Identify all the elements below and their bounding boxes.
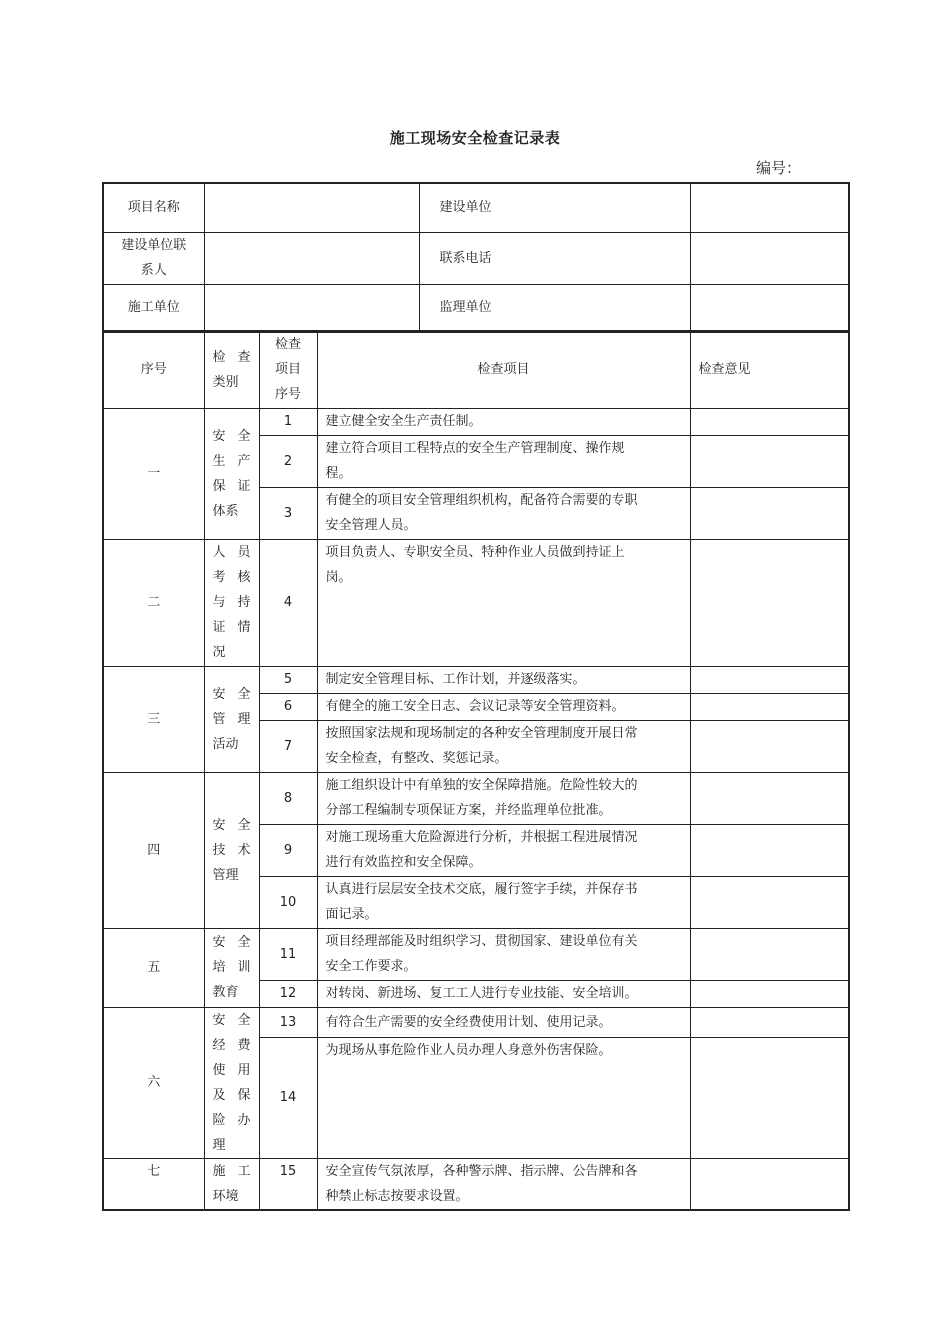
category-line: 生产 (212, 453, 251, 469)
category-line: 与 持 (212, 595, 251, 610)
category-line: 安 全 (212, 1012, 251, 1028)
category-line: 使 用 (212, 1062, 251, 1078)
item-text: 项目负责人、专职安全员、特种作业人员做到持证上 岗。 (317, 539, 690, 666)
opinion-field[interactable] (690, 720, 849, 772)
contractor-label: 施工单位 (103, 284, 204, 332)
category-line: 教育 (212, 985, 239, 1000)
opinion-field[interactable] (690, 539, 849, 666)
header-item-no: 检查 项目 序号 (259, 331, 317, 408)
group-category (204, 928, 259, 1007)
category-line: 施 工 (212, 1163, 251, 1179)
phone-field[interactable] (690, 232, 849, 284)
item-text: 有健全的项目安全管理组织机构，配备符合需要的专职 安全管理人员。 (317, 487, 690, 539)
opinion-field[interactable] (690, 408, 849, 435)
opinion-field[interactable] (690, 666, 849, 693)
group-category (204, 666, 259, 772)
phone-label: 联系电话 (419, 232, 690, 284)
group-seq: 四 (103, 772, 204, 928)
item-text: 制定安全管理目标、工作计划，并逐级落实。 (317, 666, 690, 693)
item-number: 3 (259, 487, 317, 539)
opinion-field[interactable] (690, 1037, 849, 1158)
table-row (103, 772, 849, 824)
header-seq: 序号 (103, 331, 204, 408)
opinion-field[interactable] (690, 876, 849, 928)
opinion-field[interactable] (690, 487, 849, 539)
check-items-table (102, 330, 850, 1211)
table-row (103, 1007, 849, 1037)
opinion-field[interactable] (690, 980, 849, 1007)
group-seq: 七 (103, 1158, 204, 1210)
category-line: 体系 (212, 503, 239, 519)
item-number: 5 (259, 666, 317, 693)
opinion-field[interactable] (690, 928, 849, 980)
item-number: 4 (259, 539, 317, 666)
header-category-line: 类别 (212, 374, 239, 390)
category-line: 况 (212, 645, 226, 660)
project-name-field[interactable] (204, 183, 419, 232)
builder-contact-field[interactable] (204, 232, 419, 284)
opinion-field[interactable] (690, 772, 849, 824)
category-line: 管 理 (212, 711, 251, 727)
item-text: 对转岗、新进场、复工工人进行专业技能、安全培训。 (317, 980, 690, 1007)
item-number: 10 (259, 876, 317, 928)
item-number: 8 (259, 772, 317, 824)
group-category (204, 1007, 259, 1158)
category-line: 考 核 (212, 570, 251, 585)
supervisor-label: 监理单位 (419, 284, 690, 332)
opinion-field[interactable] (690, 1158, 849, 1210)
item-text: 对施工现场重大危险源进行分析，并根据工程进展情况 进行有效监控和安全保障。 (317, 824, 690, 876)
item-text: 有符合生产需要的安全经费使用计划、使用记录。 (317, 1007, 690, 1037)
item-text: 有健全的施工安全日志、会议记录等安全管理资料。 (317, 693, 690, 720)
builder-field[interactable] (690, 183, 849, 232)
category-line: 安 全 (212, 686, 251, 702)
group-seq: 五 (103, 928, 204, 1007)
item-text: 认真进行层层安全技术交底，履行签字手续，并保存书 面记录。 (317, 876, 690, 928)
item-number: 11 (259, 928, 317, 980)
project-name-label: 项目名称 (103, 183, 204, 232)
category-line: 保 证 (212, 478, 251, 494)
group-seq: 三 (103, 666, 204, 772)
item-number: 2 (259, 435, 317, 487)
item-text: 安全宣传气氛浓厚，各种警示牌、指示牌、公告牌和各 种禁止标志按要求设置。 (317, 1158, 690, 1210)
category-line: 管理 (212, 867, 239, 883)
group-category (204, 539, 259, 666)
category-line: 经 费 (212, 1037, 251, 1053)
category-line: 证 情 (212, 620, 251, 635)
opinion-field[interactable] (690, 1007, 849, 1037)
category-line: 安 全 (212, 817, 251, 833)
table-row (103, 539, 849, 666)
opinion-field[interactable] (690, 824, 849, 876)
item-text: 项目经理部能及时组织学习、贯彻国家、建设单位有关 安全工作要求。 (317, 928, 690, 980)
group-category (204, 1158, 259, 1210)
header-category-line: 检 查 (212, 349, 251, 365)
item-text: 按照国家法规和现场制定的各种安全管理制度开展日常 安全检查，有整改、奖惩记录。 (317, 720, 690, 772)
group-seq: 六 (103, 1007, 204, 1158)
category-line: 及 保 (212, 1087, 251, 1103)
opinion-field[interactable] (690, 693, 849, 720)
item-number: 9 (259, 824, 317, 876)
item-text: 建立符合项目工程特点的安全生产管理制度、操作规 程。 (317, 435, 690, 487)
group-seq: 二 (103, 539, 204, 666)
table-row (103, 1158, 849, 1210)
group-seq: 一 (103, 408, 204, 539)
header-item: 检查项目 (317, 331, 690, 408)
header-category (204, 331, 259, 408)
contractor-field[interactable] (204, 284, 419, 332)
category-line: 环境 (212, 1188, 239, 1204)
doc-number-label: 编号： (756, 159, 802, 177)
category-line: 人 员 (212, 545, 251, 560)
category-line: 安 全 (212, 428, 251, 444)
category-line: 险 办 (212, 1112, 251, 1128)
category-line: 技 术 (212, 842, 251, 858)
group-category (204, 772, 259, 928)
item-number: 13 (259, 1007, 317, 1037)
category-line: 活动 (212, 736, 239, 752)
item-number: 1 (259, 408, 317, 435)
item-number: 15 (259, 1158, 317, 1210)
item-text: 为现场从事危险作业人员办理人身意外伤害保险。 (317, 1037, 690, 1158)
item-number: 7 (259, 720, 317, 772)
table-row (103, 928, 849, 980)
item-text: 建立健全安全生产责任制。 (317, 408, 690, 435)
category-line: 安 全 (212, 935, 251, 950)
supervisor-field[interactable] (690, 284, 849, 332)
inspection-table (102, 182, 850, 333)
builder-contact-label: 建设单位联 系人 (103, 232, 204, 284)
table-row (103, 408, 849, 435)
opinion-field[interactable] (690, 435, 849, 487)
header-opinion: 检查意见 (690, 331, 849, 408)
item-text: 施工组织设计中有单独的安全保障措施。危险性较大的 分部工程编制专项保证方案，并经监理单位批准。 (317, 772, 690, 824)
group-category (204, 408, 259, 539)
page-title: 施工现场安全检查记录表 (389, 129, 561, 147)
category-line: 理 (212, 1137, 226, 1153)
builder-label: 建设单位 (419, 183, 690, 232)
category-line: 培 训 (212, 960, 251, 975)
table-row (103, 666, 849, 693)
item-number: 14 (259, 1037, 317, 1158)
item-number: 6 (259, 693, 317, 720)
item-number: 12 (259, 980, 317, 1007)
